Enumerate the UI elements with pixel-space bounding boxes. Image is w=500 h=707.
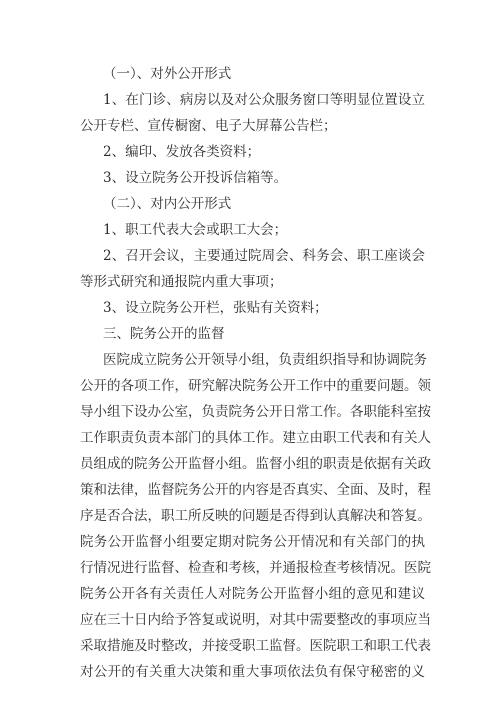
paragraph-line: 2、召开会议，主要通过院周会、科务会、职工座谈会 <box>103 248 425 264</box>
paragraph-line: 公开的各项工作，研究解决院务公开工作中的重要问题。领 <box>80 378 431 394</box>
paragraph-line: 3、设立院务公开投诉信箱等。 <box>103 170 288 186</box>
paragraph-line: 员组成的院务公开监督小组。监督小组的职责是依据有关政 <box>80 456 431 472</box>
paragraph-line: 院务公开监督小组要定期对院务公开情况和有关部门的执 <box>80 534 425 550</box>
paragraph-line: 1、在门诊、病房以及对公众服务窗口等明显位置设立 <box>103 92 425 108</box>
paragraph-line: 采取措施及时整改，并接受职工监督。医院职工和职工代表 <box>80 638 431 654</box>
paragraph-line: 对公开的有关重大决策和重大事项依法负有保守秘密的义 <box>80 664 425 680</box>
paragraph-line: 策和法律，监督院务公开的内容是否真实、全面、及时，程 <box>80 482 431 498</box>
paragraph-line: 2、编印、发放各类资料； <box>103 144 261 160</box>
paragraph-line: 序是否合法，职工所反映的问题是否得到认真解决和答复。 <box>80 508 431 524</box>
heading-supervision: 三、院务公开的监督 <box>103 326 225 342</box>
paragraph-line: 3、设立院务公开栏，张贴有关资料； <box>103 300 328 316</box>
paragraph-line: 导小组下设办公室，负责院务公开日常工作。各职能科室按 <box>80 404 431 420</box>
heading-external-disclosure: （一）、对外公开形式 <box>103 66 232 82</box>
paragraph-line: 行情况进行监督、检查和考核，并通报检查考核情况。医院 <box>80 560 431 576</box>
paragraph-line: 等形式研究和通报院内重大事项； <box>80 274 283 290</box>
paragraph-line: 1、职工代表大会或职工大会； <box>103 222 288 238</box>
paragraph-line: 院务公开各有关责任人对院务公开监督小组的意见和建议 <box>80 586 425 602</box>
paragraph-line: 医院成立院务公开领导小组，负责组织指导和协调院务 <box>103 352 427 368</box>
paragraph-line: 公开专栏、宣传橱窗、电子大屏幕公告栏； <box>80 118 337 134</box>
paragraph-line: 应在三十日内给予答复或说明，对其中需要整改的事项应当 <box>80 612 431 628</box>
heading-internal-disclosure: （二）、对内公开形式 <box>103 196 232 212</box>
paragraph-line: 工作职责负责本部门的具体工作。建立由职工代表和有关人 <box>80 430 431 446</box>
